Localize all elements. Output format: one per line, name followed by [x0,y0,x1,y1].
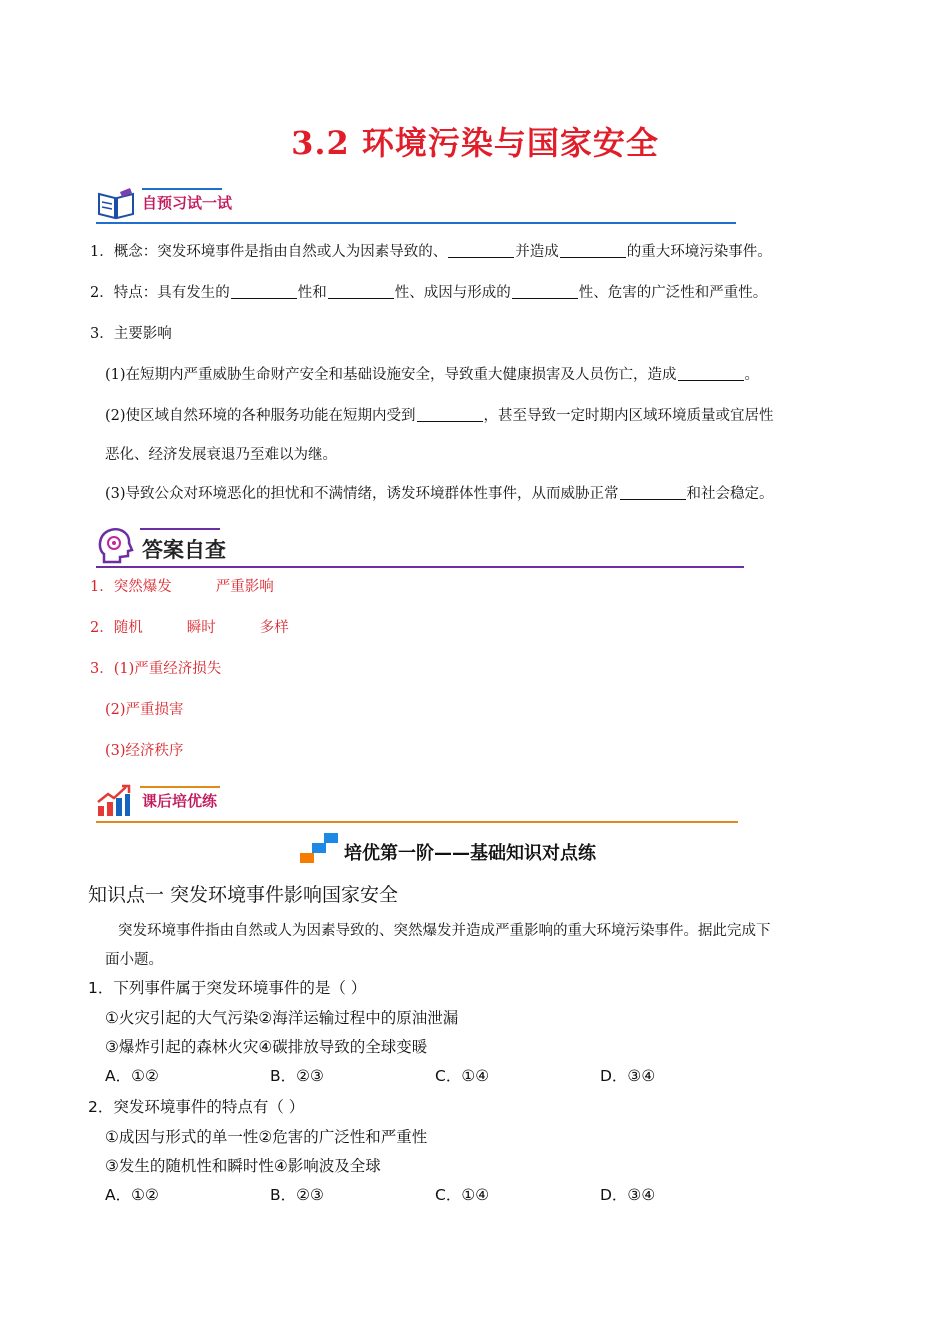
option-d[interactable]: D．③④ [600,1067,656,1085]
preview-sub-3: (3)导致公众对环境恶化的担忧和不满情绪，诱发环境群体性事件，从而威胁正常 和社会稳定。 [105,486,774,502]
practice-section-header [96,784,296,820]
preview-section-header [96,186,296,216]
answer-1: 1．突然爆发 严重影响 [90,579,274,595]
stage-heading [298,833,658,865]
answer-2: 2．随机 瞬时 多样 [90,620,289,636]
preview-item-3: 3．主要影响 [90,326,172,342]
blank[interactable] [417,407,483,423]
blank[interactable] [231,284,297,300]
blank[interactable] [512,284,578,300]
option-a[interactable]: A．①② [105,1186,159,1204]
stairs-icon [298,833,340,865]
intro-line-2: 面小题。 [105,952,163,968]
question-1-line-2: ③爆炸引起的森林火灾④碳排放导致的全球变暖 [105,1038,428,1056]
book-icon [96,186,136,220]
answers-section-header [96,526,296,566]
intro-line-1: 突发环境事件指由自然或人为因素导致的、突然爆发并造成严重影响的重大环境污染事件。据此完成下 [118,923,771,939]
blank[interactable] [560,243,626,259]
head-brain-icon [96,526,134,566]
question-1-line-1: ①火灾引起的大气污染②海洋运输过程中的原油泄漏 [105,1009,459,1027]
practice-divider [96,821,738,823]
preview-divider [96,222,736,224]
preview-section-label: 自预习试一试 [142,194,233,212]
option-c[interactable]: C．①④ [435,1067,490,1085]
page-title: 3.2 环境污染与国家安全 [291,124,659,162]
option-d[interactable]: D．③④ [600,1186,656,1204]
option-a[interactable]: A．①② [105,1067,159,1085]
preview-sub-2-cont: 恶化、经济发展衰退乃至难以为继。 [105,447,337,463]
question-2-options [105,1183,765,1205]
option-b[interactable]: B．②③ [270,1067,324,1085]
stage-title: 培优第一阶——基础知识对点练 [344,843,596,864]
blank[interactable] [620,485,686,501]
question-2-stem: 2．突发环境事件的特点有（ ） [88,1098,305,1116]
practice-section-label: 课后培优练 [142,792,218,810]
answers-section-label: 答案自查 [142,538,226,562]
blank[interactable] [448,243,514,259]
option-c[interactable]: C．①④ [435,1186,490,1204]
blank[interactable] [678,366,744,382]
preview-item-2: 2．特点：具有发生的 性和 性、成因与形成的 性、危害的广泛性和严重性。 [90,285,768,301]
preview-item-1: 1．概念：突发环境事件是指由自然或人为因素导致的、 并造成 的重大环境污染事件。 [90,244,772,260]
growth-chart-icon [96,784,132,818]
answer-3-2: (2)严重损害 [105,702,184,718]
option-b[interactable]: B．②③ [270,1186,324,1204]
question-1-options [105,1064,765,1086]
question-1-stem: 1．下列事件属于突发环境事件的是（ ） [88,979,367,997]
knowledge-point-heading: 知识点一 突发环境事件影响国家安全 [88,884,399,906]
answers-divider [96,566,744,568]
preview-sub-2: (2)使区域自然环境的各种服务功能在短期内受到 ，甚至导致一定时期内区域环境质量或宜居性 [105,408,774,424]
preview-sub-1: (1)在短期内严重威胁生命财产安全和基础设施安全，导致重大健康损害及人员伤亡，造成 。 [105,367,760,383]
answer-3: 3．(1)严重经济损失 [90,661,222,677]
blank[interactable] [328,284,394,300]
question-2-line-2: ③发生的随机性和瞬时性④影响波及全球 [105,1157,381,1175]
question-2-line-1: ①成因与形式的单一性②危害的广泛性和严重性 [105,1128,428,1146]
answer-3-3: (3)经济秩序 [105,743,184,759]
